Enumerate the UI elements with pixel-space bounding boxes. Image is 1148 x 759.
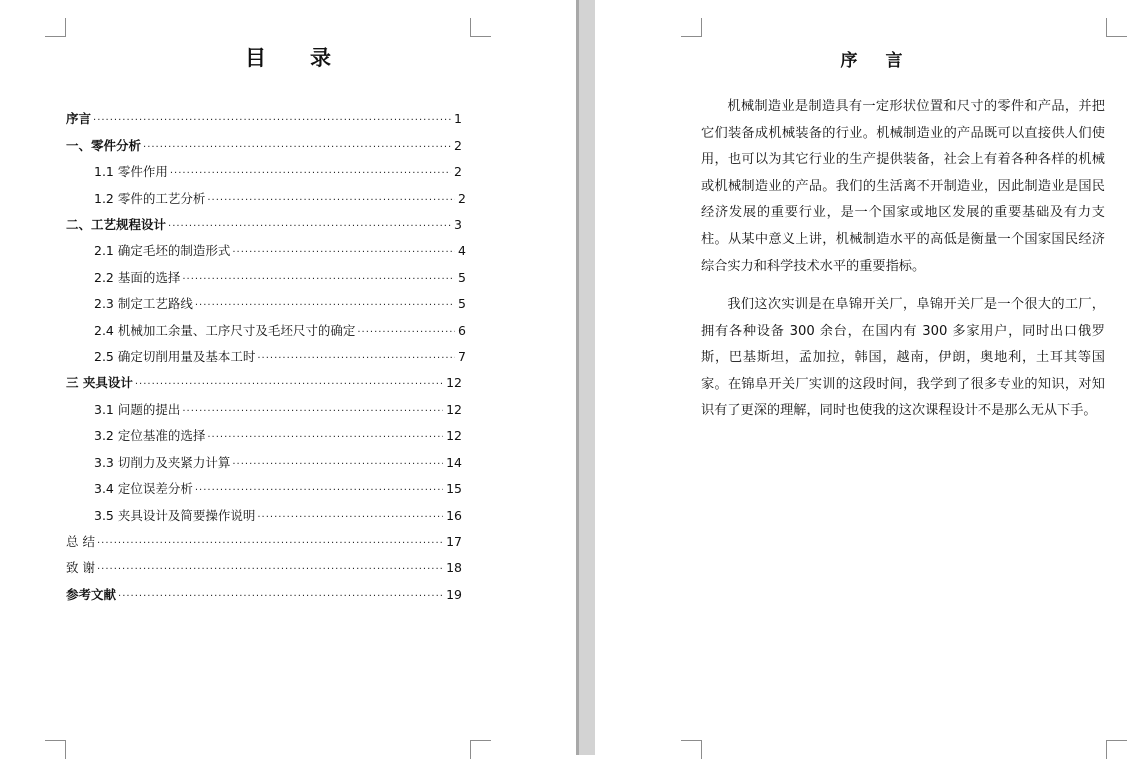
toc-entry[interactable]: [66, 110, 462, 128]
toc-entry-page: 2: [458, 191, 466, 206]
crop-mark: [681, 740, 702, 759]
toc-entry-title: 致 谢: [66, 560, 95, 575]
toc-entry-page: 16: [446, 508, 462, 523]
toc-leader: [97, 535, 443, 551]
toc-entry[interactable]: [66, 586, 462, 604]
toc-entry-page: 5: [458, 270, 466, 285]
toc-leader: [357, 324, 455, 340]
toc-entry-title: 3.3 切削力及夹紧力计算: [94, 455, 231, 470]
toc-entry[interactable]: [94, 480, 462, 498]
toc-leader: [93, 112, 451, 128]
crop-mark: [1106, 740, 1127, 759]
crop-mark: [1106, 18, 1127, 37]
toc-entry-title: 2.2 基面的选择: [94, 270, 181, 285]
preface-paragraph: 我们这次实训是在阜锦开关厂，阜锦开关厂是一个很大的工厂，拥有各种设备 300 余台，在国内有 300 多家用户，同时出口俄罗斯，巴基斯坦，孟加拉，韩国，越南，伊朗，奥地利，土耳其等国家。在锦阜开关厂实训的这段时间，我学到了很多专业的知识，对知识有了更深的理解，同时也使我的这次课程设计不是那么无从下手。: [701, 297, 1105, 419]
toc-leader: [143, 139, 451, 155]
preface-paragraph: 机械制造业是制造具有一定形状位置和尺寸的零件和产品，并把它们装备成机械装备的行业。机械制造业的产品既可以直接供人们使用，也可以为其它行业的生产提供装备，社会上有着各种各样的机械或机械制造业的产品。我们的生活离不开制造业，因此制造业是国民经济发展的重要行业，是一个国家或地区发展的重要基础及有力支柱。从某中意义上讲，机械制造水平的高低是衡量一个国家国民经济综合实力和科学技术水平的重要指标。: [701, 99, 1105, 274]
toc-entry-title: 参考文献: [66, 587, 117, 602]
toc-entry-title: 总 结: [66, 534, 95, 549]
toc-leader: [207, 429, 443, 445]
toc-entry-page: 15: [446, 481, 462, 496]
toc-entry[interactable]: [94, 295, 466, 313]
toc-leader: [257, 350, 455, 366]
toc-entry-page: 14: [446, 455, 462, 470]
toc-title-left: 目: [245, 45, 266, 70]
crop-mark: [470, 740, 491, 759]
toc-entry-title: 序言: [66, 111, 92, 126]
preface-title: [595, 46, 1148, 71]
toc-entry-title: 2.5 确定切削用量及基本工时: [94, 349, 256, 364]
toc-leader: [257, 509, 443, 525]
toc-entry[interactable]: [66, 374, 462, 392]
toc-entry[interactable]: [66, 533, 462, 551]
toc-leader: [135, 376, 443, 392]
toc-entry-title: 3.5 夹具设计及简要操作说明: [94, 508, 256, 523]
crop-mark: [45, 740, 66, 759]
toc-entry-page: 2: [454, 164, 462, 179]
toc-entry-page: 19: [446, 587, 462, 602]
toc-entry-title: 1.1 零件作用: [94, 164, 168, 179]
toc-leader: [182, 271, 455, 287]
toc-entry-title: 2.3 制定工艺路线: [94, 296, 193, 311]
toc-leader: [195, 482, 443, 498]
toc-leader: [207, 192, 455, 208]
toc-entry[interactable]: [94, 427, 462, 445]
toc-entry-page: 12: [446, 375, 462, 390]
toc-entry[interactable]: [94, 269, 466, 287]
toc-entry-title: 2.1 确定毛坯的制造形式: [94, 243, 231, 258]
toc-entry-page: 1: [454, 111, 462, 126]
toc-entry[interactable]: [94, 242, 466, 260]
toc-entry[interactable]: [66, 559, 462, 577]
toc-title: [0, 42, 576, 72]
toc-entry-page: 17: [446, 534, 462, 549]
toc-title-right: 录: [310, 45, 331, 70]
toc-entry-page: 5: [458, 296, 466, 311]
toc-entry[interactable]: [94, 507, 462, 525]
toc-leader: [232, 244, 455, 260]
toc-entry-page: 6: [458, 323, 466, 338]
toc-entry-title: 3.2 定位基准的选择: [94, 428, 206, 443]
toc-entry[interactable]: [94, 454, 462, 472]
toc-leader: [168, 218, 451, 234]
preface-title-left: 序: [840, 51, 858, 71]
toc-entry[interactable]: [94, 163, 462, 181]
toc-leader: [97, 561, 443, 577]
toc-entry-title: 三 夹具设计: [66, 375, 133, 390]
crop-mark: [470, 18, 491, 37]
toc-entry-page: 2: [454, 138, 462, 153]
toc-entry[interactable]: [94, 190, 466, 208]
crop-mark: [45, 18, 66, 37]
toc-entry[interactable]: [94, 322, 466, 340]
toc-entry[interactable]: [66, 216, 462, 234]
toc-leader: [232, 456, 443, 472]
toc-leader: [182, 403, 443, 419]
toc-leader: [195, 297, 455, 313]
preface-title-right: 言: [885, 51, 903, 71]
toc-entry[interactable]: [66, 137, 462, 155]
toc-entry-page: 4: [458, 243, 466, 258]
toc-entry-title: 二、工艺规程设计: [66, 217, 167, 232]
toc-leader: [170, 165, 451, 181]
page-gutter: [576, 0, 595, 755]
toc-entry-page: 3: [454, 217, 462, 232]
toc-entry-page: 12: [446, 428, 462, 443]
toc-entry-page: 7: [458, 349, 466, 364]
toc-entry[interactable]: [94, 401, 462, 419]
toc-entry-title: 3.1 问题的提出: [94, 402, 181, 417]
toc-entry-title: 2.4 机械加工余量、工序尺寸及毛坯尺寸的确定: [94, 323, 356, 338]
toc-leader: [118, 588, 443, 604]
toc-entry-page: 12: [446, 402, 462, 417]
toc-entry-title: 一、零件分析: [66, 138, 142, 153]
toc-entry-page: 18: [446, 560, 462, 575]
toc-entry-title: 3.4 定位误差分析: [94, 481, 193, 496]
toc-entry[interactable]: [94, 348, 466, 366]
toc-entry-title: 1.2 零件的工艺分析: [94, 191, 206, 206]
crop-mark: [681, 18, 702, 37]
